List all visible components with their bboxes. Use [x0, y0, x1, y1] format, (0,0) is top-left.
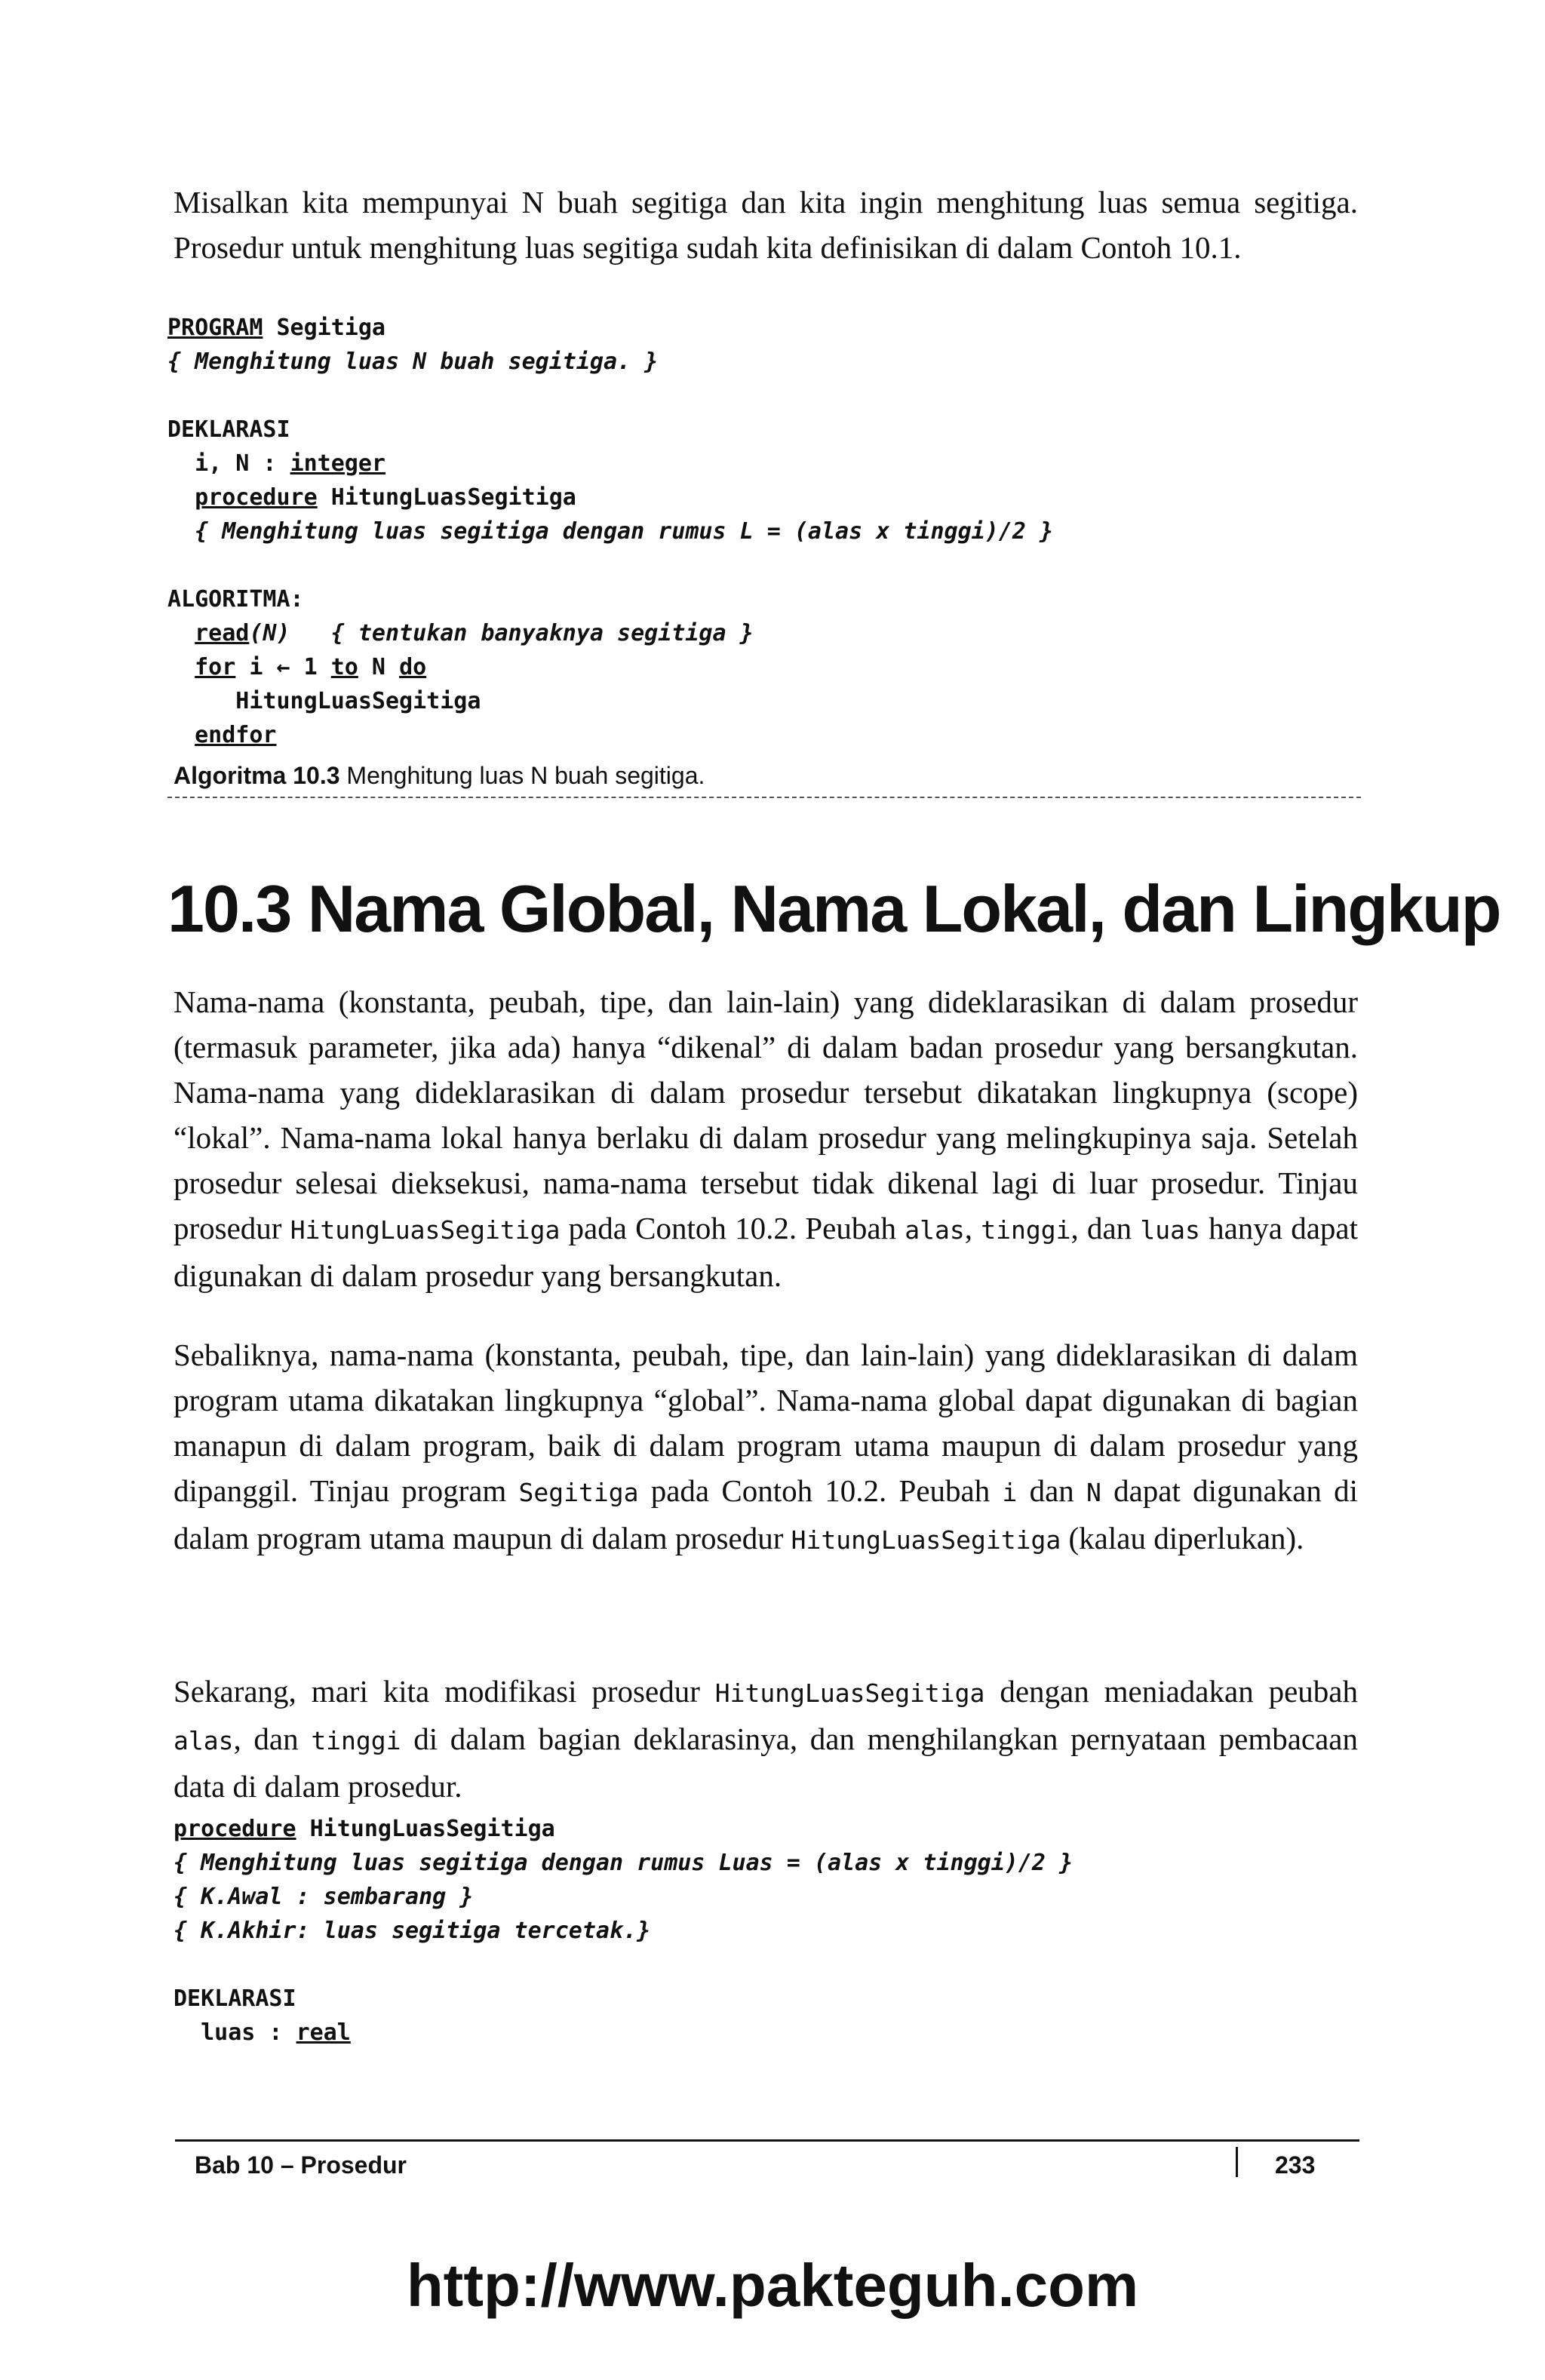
algo-line: [167, 718, 1053, 752]
p2-code-n: N: [1086, 1478, 1101, 1507]
algorithm-code: [167, 311, 1053, 752]
proc-line: [174, 1880, 1073, 1914]
algo-text: [167, 722, 195, 748]
page-number-divider: [1236, 2147, 1238, 2177]
proc-text: DEKLARASI: [174, 1985, 296, 2012]
algo-text: DEKLARASI: [167, 416, 290, 443]
p1-code-procedure: HitungLuasSegitiga: [290, 1215, 561, 1245]
algo-keyword: read: [195, 620, 250, 646]
p3-code-alas: alas: [174, 1726, 234, 1755]
algo-line: [167, 514, 1053, 548]
p1-code-luas: luas: [1140, 1215, 1200, 1245]
procedure-code: [174, 1812, 1073, 2050]
website-url: http://www.pakteguh.com: [406, 2252, 1139, 2319]
caption-text: Menghitung luas N buah segitiga.: [346, 762, 705, 789]
p2-text-d: dapat digunakan di dalam program utama maupun di dalam prosedur: [174, 1473, 1359, 1555]
algo-text: [167, 620, 195, 646]
p2-code-procedure: HitungLuasSegitiga: [791, 1525, 1061, 1555]
p1-text-b: pada Contoh 10.2. Peubah: [560, 1211, 905, 1245]
algorithm-caption: [174, 760, 705, 791]
p1-text-e: hanya dapat digunakan di dalam prosedur yang bersangkutan.: [174, 1211, 1358, 1293]
algo-line: [167, 413, 1053, 447]
algo-text: HitungLuasSegitiga: [317, 484, 576, 511]
proc-text: luas :: [174, 2019, 296, 2046]
proc-line: [174, 1846, 1073, 1880]
paragraph-global-scope: [174, 1332, 1358, 1563]
algo-line: [167, 481, 1053, 514]
proc-line: [174, 1914, 1073, 1948]
proc-text: HitungLuasSegitiga: [296, 1816, 555, 1842]
p1-text-c: ,: [964, 1211, 981, 1245]
proc-line: [174, 1948, 1073, 1982]
algo-line: [167, 548, 1053, 582]
page-number: 233: [1275, 2151, 1316, 2179]
p2-text-e: (kalau diperlukan).: [1061, 1521, 1304, 1555]
algo-keyword: do: [399, 654, 427, 680]
algo-comment: { Menghitung luas segitiga dengan rumus L = (alas x tinggi)/2 }: [167, 518, 1053, 545]
algo-keyword: for: [195, 654, 236, 680]
proc-line: [174, 1812, 1073, 1846]
p2-text-a: Sebaliknya, nama-nama (konstanta, peubah, tipe, dan lain-lain) yang dideklarasikan di dalam program utama dikatakan lingkupnya “global”. Nama-nama global dapat digunakan di bagian manapun di dalam program, baik di dalam program utama maupun di dalam prosedur yang dipanggil. Tinjau program: [174, 1337, 1358, 1508]
algo-line: [167, 650, 1053, 684]
caption-rule: [167, 797, 1361, 798]
algo-line: [167, 447, 1053, 481]
proc-comment: { Menghitung luas segitiga dengan rumus Luas = (alas x tinggi)/2 }: [174, 1850, 1074, 1876]
p3-text-b: dengan meniadakan peubah: [984, 1674, 1358, 1709]
section-heading: 10.3 Nama Global, Nama Lokal, dan Lingkup: [167, 871, 1500, 946]
algo-line: [167, 379, 1053, 413]
paragraph-modification: [174, 1669, 1358, 1809]
p2-code-segitiga: Segitiga: [518, 1478, 639, 1507]
algo-comment: { Menghitung luas N buah segitiga. }: [167, 349, 659, 375]
p3-code-tinggi: tinggi: [311, 1726, 401, 1755]
p2-text-b: pada Contoh 10.2. Peubah: [638, 1473, 1003, 1508]
algo-text: HitungLuasSegitiga: [167, 688, 481, 714]
p2-code-i: i: [1002, 1478, 1018, 1507]
algo-text: i, N :: [167, 450, 290, 477]
algo-comment: (N) { tentukan banyaknya segitiga }: [249, 620, 754, 646]
p1-text-a: Nama-nama (konstanta, peubah, tipe, dan lain-lain) yang dideklarasikan di dalam prosedur (termasuk parameter, jika ada) hanya “dikenal” di dalam badan prosedur yang bersangkutan. Nama-nama yang dideklarasikan di dalam prosedur tersebut dikatakan lingkupnya (scope) “lokal”. Nama-nama lokal hanya berlaku di dalam prosedur yang melingkupinya saja. Setelah prosedur selesai dieksekusi, nama-nama tersebut tidak dikenal lagi di luar prosedur. Tinjau prosedur: [174, 984, 1358, 1245]
intro-text: Misalkan kita mempunyai N buah segitiga dan kita ingin menghitung luas semua segitiga. Prosedur untuk menghitung luas segitiga sudah kita definisikan di dalam Contoh 10.1.: [174, 185, 1358, 265]
chapter-label: Bab 10 – Prosedur: [195, 2151, 407, 2179]
intro-paragraph: [174, 180, 1358, 270]
algo-text: i ← 1: [235, 654, 331, 680]
algo-keyword: to: [330, 654, 358, 680]
p2-text-c: dan: [1017, 1473, 1086, 1508]
algo-line: [167, 311, 1053, 345]
proc-keyword: procedure: [174, 1816, 296, 1842]
p3-text-a: Sekarang, mari kita modifikasi prosedur: [174, 1674, 715, 1709]
algo-line: [167, 616, 1053, 650]
proc-keyword: real: [296, 2019, 351, 2046]
proc-comment: { K.Akhir: luas segitiga tercetak.}: [174, 1918, 651, 1944]
p1-code-alas: alas: [905, 1215, 965, 1245]
proc-line: [174, 1982, 1073, 2016]
p3-code-procedure: HitungLuasSegitiga: [714, 1678, 985, 1708]
p1-code-tinggi: tinggi: [981, 1215, 1071, 1245]
algo-text: N: [358, 654, 400, 680]
caption-label: Algoritma 10.3: [174, 762, 340, 789]
algo-keyword: procedure: [195, 484, 318, 511]
algo-text: ALGORITMA:: [167, 586, 304, 613]
proc-line: [174, 2016, 1073, 2050]
algo-keyword: PROGRAM: [167, 315, 263, 341]
algo-text: Segitiga: [263, 315, 385, 341]
p1-text-d: , dan: [1070, 1211, 1141, 1245]
algo-keyword: endfor: [195, 722, 277, 748]
algo-keyword: integer: [290, 450, 385, 477]
proc-comment: { K.Awal : sembarang }: [174, 1884, 474, 1910]
p3-text-d: di dalam bagian deklarasinya, dan menghilangkan pernyataan pembacaan data di dalam prosedur.: [174, 1721, 1358, 1804]
p3-text-c: , dan: [233, 1721, 312, 1756]
algo-text: [167, 484, 195, 511]
algo-line: [167, 684, 1053, 718]
algo-text: [167, 654, 195, 680]
algo-line: [167, 345, 1053, 379]
footer-rule: [175, 2139, 1359, 2142]
algo-line: [167, 582, 1053, 616]
paragraph-local-scope: [174, 979, 1358, 1298]
